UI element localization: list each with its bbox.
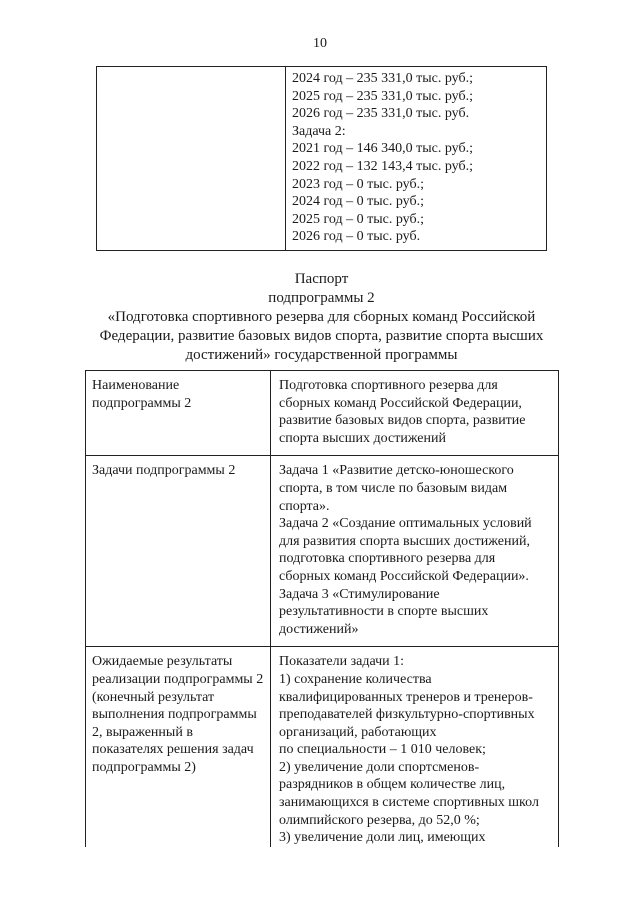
value-line: Задача 2 «Создание оптимальных условий xyxy=(279,516,532,532)
funding-row xyxy=(97,67,547,251)
value-line: квалифицированных тренеров и тренеров- xyxy=(279,689,533,705)
value-line: сборных команд Российской Федерации». xyxy=(279,568,529,584)
heading-line: Паспорт xyxy=(294,271,349,287)
funding-line: 2021 год – 146 340,0 тыс. руб.; xyxy=(292,141,473,157)
funding-line: 2026 год – 235 331,0 тыс. руб. xyxy=(292,106,470,122)
value-line: спорта». xyxy=(279,498,330,514)
heading-line: «Подготовка спортивного резерва для сборных команд Российской xyxy=(107,309,536,325)
row-value xyxy=(271,371,559,456)
value-line: организаций, работающих xyxy=(279,724,437,740)
label-line: выполнения подпрограммы xyxy=(92,707,257,723)
passport-table xyxy=(85,370,559,847)
value-line: Показатели задачи 1: xyxy=(279,654,405,670)
value-line: Задача 3 «Стимулирование xyxy=(279,586,440,602)
value-line: занимающихся в системе спортивных школ xyxy=(279,795,539,811)
funding-label-cell xyxy=(97,67,286,251)
value-line: по специальности – 1 010 человек; xyxy=(279,742,486,758)
value-line: развитие базовых видов спорта, развитие xyxy=(279,413,526,429)
funding-values-cell xyxy=(286,67,547,251)
passport-row-tasks xyxy=(86,456,559,647)
label-line: подпрограммы 2 xyxy=(92,395,192,411)
value-line: результативности в спорте высших xyxy=(279,604,489,620)
heading-line: Федерации, развитие базовых видов спорта, развитие спорта высших xyxy=(99,328,544,344)
label-line: показателях решения задач xyxy=(92,742,254,758)
value-line: сборных команд Российской Федерации, xyxy=(279,395,522,411)
label-line: реализации подпрограммы 2 xyxy=(92,671,264,687)
row-label xyxy=(86,371,271,456)
label-line: (конечный результат xyxy=(92,689,215,705)
row-label xyxy=(86,456,271,647)
passport-heading xyxy=(96,270,547,365)
row-label xyxy=(86,647,271,847)
value-line: Задача 1 «Развитие детско-юношеского xyxy=(279,463,514,479)
label-line: подпрограммы 2) xyxy=(92,759,196,775)
value-line: преподавателей физкультурно-спортивных xyxy=(279,707,535,723)
value-line: спорта, в том числе по базовым видам xyxy=(279,480,508,496)
page-number: 10 xyxy=(313,36,327,51)
heading-line: подпрограммы 2 xyxy=(268,290,375,306)
value-line: Подготовка спортивного резерва для xyxy=(279,378,498,393)
value-line: 3) увеличение доли лиц, имеющих xyxy=(279,830,486,846)
label-line: 2, выраженный в xyxy=(92,724,193,740)
passport-row-results xyxy=(86,647,559,847)
funding-line: 2024 год – 235 331,0 тыс. руб.; xyxy=(292,71,473,86)
value-line: 2) увеличение доли спортсменов- xyxy=(279,759,480,775)
value-line: для развития спорта высших достижений, xyxy=(279,533,530,549)
funding-line: 2025 год – 235 331,0 тыс. руб.; xyxy=(292,88,473,104)
funding-line: 2022 год – 132 143,4 тыс. руб.; xyxy=(292,158,473,174)
value-line: разрядников в общем количестве лиц, xyxy=(279,777,506,793)
label-line: Ожидаемые результаты xyxy=(92,654,233,670)
value-line: спорта высших достижений xyxy=(279,430,447,446)
row-value xyxy=(271,456,559,647)
passport-row-name xyxy=(86,371,559,456)
funding-line: 2025 год – 0 тыс. руб.; xyxy=(292,211,424,227)
funding-line: 2024 год – 0 тыс. руб.; xyxy=(292,194,424,210)
funding-line: Задача 2: xyxy=(292,123,346,139)
funding-line: 2023 год – 0 тыс. руб.; xyxy=(292,176,424,192)
row-value xyxy=(271,647,559,847)
label-line: Задачи подпрограммы 2 xyxy=(92,463,236,479)
value-line: достижений» xyxy=(279,621,359,637)
value-line: подготовка спортивного резерва для xyxy=(279,551,496,567)
funding-table xyxy=(96,66,547,251)
funding-line: 2026 год – 0 тыс. руб. xyxy=(292,229,421,245)
value-line: 1) сохранение количества xyxy=(279,671,432,687)
label-line: Наименование xyxy=(92,378,180,393)
heading-line: достижений» государственной программы xyxy=(185,347,458,363)
value-line: олимпийского резерва, до 52,0 %; xyxy=(279,812,480,828)
